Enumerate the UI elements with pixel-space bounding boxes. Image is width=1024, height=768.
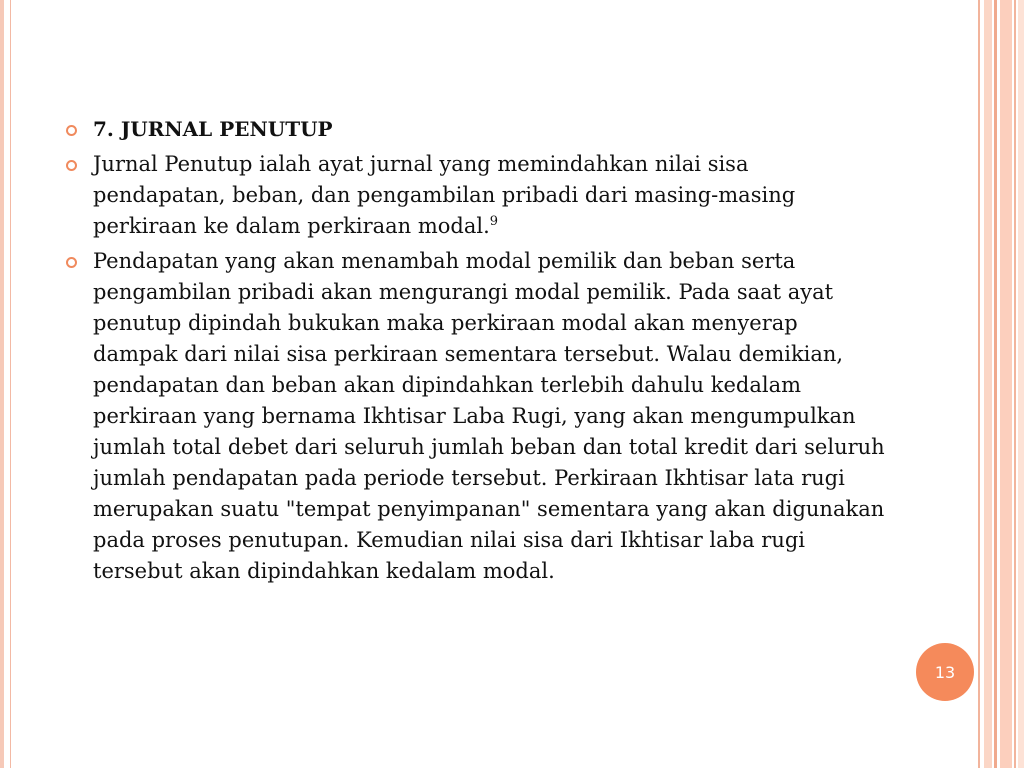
heading-text: 7. JURNAL PENUTUP	[93, 117, 333, 141]
right-stripe-5	[1014, 0, 1016, 768]
bullet-definition	[66, 149, 886, 242]
definition-text: Jurnal Penutup ialah ayat jurnal yang memindahkan nilai sisa pendapatan, beban, dan pengambilan pribadi dari masing-masing perkiraan ke dalam perkiraan modal.	[93, 152, 796, 238]
slide-content	[66, 114, 886, 591]
circle-bullet-icon	[66, 160, 77, 171]
circle-bullet-icon	[66, 257, 77, 268]
bullet-heading	[66, 114, 886, 145]
circle-bullet-icon	[66, 125, 77, 136]
right-stripe-2	[984, 0, 992, 768]
left-frame-inner-line	[10, 0, 11, 768]
right-stripe-1	[978, 0, 980, 768]
right-stripe-6	[1018, 0, 1024, 768]
bullet-explanation	[66, 246, 886, 587]
right-stripe-4	[1000, 0, 1012, 768]
left-frame-line	[0, 0, 4, 768]
right-stripe-3	[994, 0, 997, 768]
page-number: 13	[934, 662, 956, 682]
explanation-text: Pendapatan yang akan menambah modal pemilik dan beban serta pengambilan pribadi akan mengurangi modal pemilik. Pada saat ayat penutup dipindah bukukan maka perkiraan modal akan menyerap dampak dari nilai sisa perkiraan sementara tersebut. Walau demikian, pendapatan dan beban akan dipindahkan terlebih dahulu kedalam perkiraan yang bernama Ikhtisar Laba Rugi, yang akan mengumpulkan jumlah total debet dari seluruh jumlah beban dan total kredit dari seluruh jumlah pendapatan pada periode tersebut. Perkiraan Ikhtisar lata rugi merupakan suatu "tempat penyimpanan" sementara yang akan digunakan pada proses penutupan. Kemudian nilai sisa dari Ikhtisar laba rugi tersebut akan dipindahkan kedalam modal.	[93, 249, 885, 583]
page-number-badge	[916, 643, 974, 701]
footnote-marker: 9	[489, 214, 499, 229]
